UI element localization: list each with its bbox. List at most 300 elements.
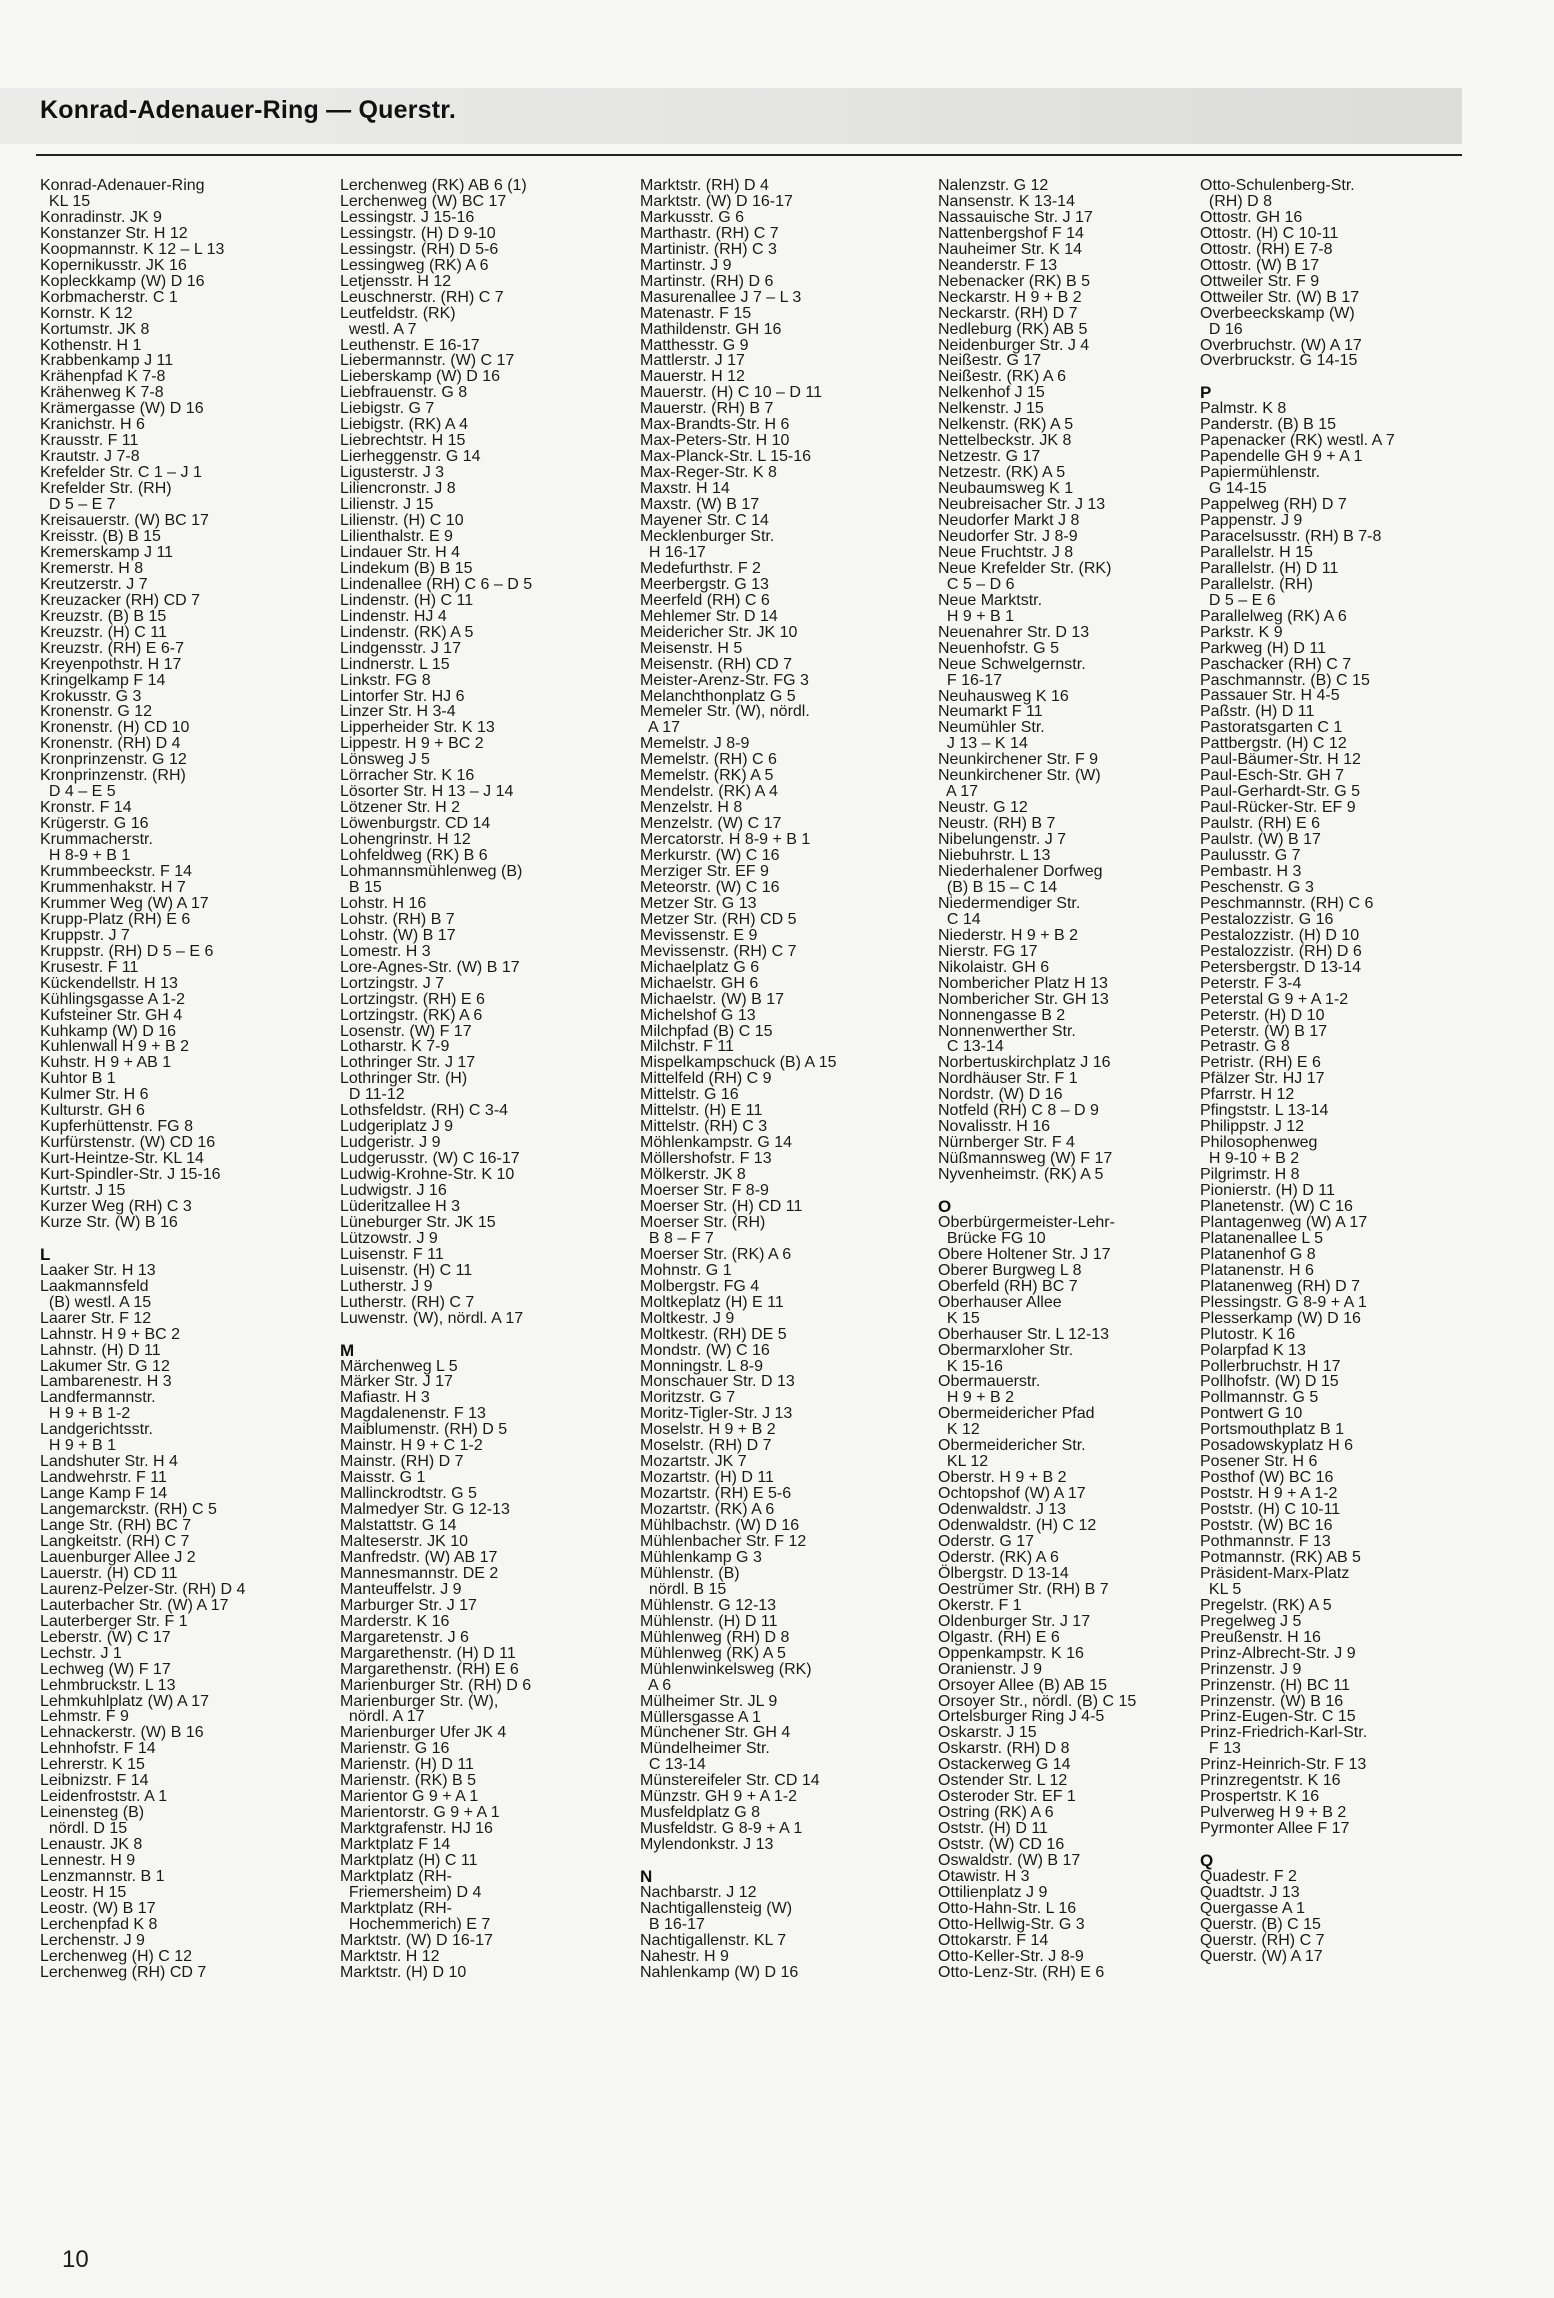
street-entry: Prinz-Eugen-Str. C 15 <box>1200 1708 1356 1726</box>
street-entry: Oberhauser Str. L 12-13 <box>938 1325 1110 1343</box>
street-entry: Malteserstr. JK 10 <box>340 1533 469 1550</box>
street-entry: Moltkestr. (RH) DE 5 <box>640 1325 787 1343</box>
street-entry: Münstereifeler Str. CD 14 <box>640 1772 820 1790</box>
street-entry: C 5 – D 6 <box>938 575 1015 593</box>
street-entry: D 5 – E 7 <box>40 496 116 514</box>
street-entry: Leinensteg (B) <box>40 1804 145 1822</box>
street-entry: Marienstr. G 16 <box>340 1740 450 1758</box>
street-entry: (B) B 15 – C 14 <box>938 878 1058 896</box>
street-entry: Müllersgasse A 1 <box>640 1708 761 1726</box>
street-entry: Kreuzstr. (H) C 11 <box>40 623 167 641</box>
street-entry: Margarethenstr. (H) D 11 <box>340 1644 516 1662</box>
street-entry: Milchstr. F 11 <box>640 1038 734 1056</box>
street-entry: Neue Schwelgernstr. <box>938 655 1086 673</box>
street-entry: Lange Kamp F 14 <box>40 1485 168 1503</box>
street-entry: Neuhausweg K 16 <box>938 687 1069 705</box>
street-entry: Marktplatz (RH- <box>340 1868 453 1886</box>
street-entry: Nachbarstr. J 12 <box>640 1883 757 1901</box>
street-entry: Quergasse A 1 <box>1200 1899 1305 1917</box>
street-entry: Nürnberger Str. F 4 <box>938 1134 1075 1152</box>
street-entry: nördl. B 15 <box>640 1580 727 1598</box>
street-entry: Mühlenwinkelsweg (RK) <box>640 1660 812 1678</box>
street-entry: Lessingstr. J 15-16 <box>340 208 475 226</box>
street-entry: Lambarenestr. H 3 <box>40 1373 172 1391</box>
street-entry: Mülheimer Str. JL 9 <box>640 1692 778 1710</box>
street-entry: Marktstr. H 12 <box>340 1947 440 1965</box>
street-entry: Kufsteiner Str. GH 4 <box>40 1006 183 1024</box>
street-entry: Platanenstr. H 6 <box>1200 1261 1314 1279</box>
street-entry: Münzstr. GH 9 + A 1-2 <box>640 1788 797 1806</box>
street-entry: Lintorfer Str. HJ 6 <box>340 687 465 705</box>
street-entry: Leuthenstr. E 16-17 <box>340 336 480 354</box>
street-entry: Mercatorstr. H 8-9 + B 1 <box>640 831 811 849</box>
section-letter: Q <box>1200 1851 1214 1871</box>
street-entry: Nelkenstr. J 15 <box>938 400 1044 418</box>
street-entry: Peschenstr. G 3 <box>1200 878 1314 896</box>
street-entry: Nyvenheimstr. (RK) A 5 <box>938 1166 1104 1184</box>
street-entry: H 16-17 <box>640 543 706 561</box>
street-entry: Lohmannsmühlenweg (B) <box>340 862 523 880</box>
street-entry: Moerser Str. (RH) <box>640 1213 766 1231</box>
street-entry: Pastoratsgarten C 1 <box>1200 719 1343 737</box>
street-entry: C 13-14 <box>640 1756 706 1774</box>
street-entry: Kuhtor B 1 <box>40 1070 116 1088</box>
street-entry: Paßstr. (H) D 11 <box>1200 703 1315 721</box>
street-entry: Philosophenweg <box>1200 1134 1318 1152</box>
street-entry: Mühlenweg (RK) A 5 <box>640 1644 786 1662</box>
street-entry: Neumühler Str. <box>938 719 1045 737</box>
street-entry: Pfingststr. L 13-14 <box>1200 1102 1329 1120</box>
street-entry: Lutherstr. J 9 <box>340 1277 433 1295</box>
street-entry: Lechweg (W) F 17 <box>40 1660 171 1678</box>
street-entry: Pembastr. H 3 <box>1200 862 1302 880</box>
street-entry: Lörracher Str. K 16 <box>340 767 475 785</box>
street-entry: Nüßmannsweg (W) F 17 <box>938 1150 1113 1168</box>
street-entry: Lieberskamp (W) D 16 <box>340 368 501 386</box>
street-entry: Möhlenkampstr. G 14 <box>640 1134 793 1152</box>
street-entry: Leberstr. (W) C 17 <box>40 1628 171 1646</box>
street-entry: Papendelle GH 9 + A 1 <box>1200 448 1363 466</box>
street-entry: Moerser Str. (RK) A 6 <box>640 1245 792 1263</box>
street-entry: Mölkerstr. JK 8 <box>640 1166 746 1184</box>
street-entry: Laarer Str. F 12 <box>40 1309 152 1327</box>
street-entry: A 6 <box>640 1676 672 1694</box>
street-entry: Parallelweg (RK) A 6 <box>1200 607 1347 625</box>
street-entry: Mauerstr. (H) C 10 – D 11 <box>640 384 822 402</box>
street-entry: Lohstr. H 16 <box>340 894 427 912</box>
street-entry: Nettelbeckstr. JK 8 <box>938 432 1072 450</box>
street-entry: Mayener Str. C 14 <box>640 512 769 530</box>
street-entry: Neue Marktstr. <box>938 591 1043 609</box>
street-entry: Lauterberger Str. F 1 <box>40 1612 188 1630</box>
street-entry: Matenastr. F 15 <box>640 304 752 322</box>
street-entry: Paracelsusstr. (RH) B 7-8 <box>1200 527 1382 545</box>
street-entry: K 12 <box>938 1421 980 1439</box>
street-entry: Lindnerstr. L 15 <box>340 655 450 673</box>
street-entry: D 11-12 <box>340 1086 405 1104</box>
street-entry: Liliencronstr. J 8 <box>340 480 456 498</box>
street-entry: Märchenweg L 5 <box>340 1357 458 1375</box>
street-entry: Kuhkamp (W) D 16 <box>40 1022 177 1040</box>
street-entry: Nordstr. (W) D 16 <box>938 1086 1063 1104</box>
street-entry: Mathildenstr. GH 16 <box>640 320 782 338</box>
street-entry: Moerser Str. (H) CD 11 <box>640 1198 803 1215</box>
street-entry: Pestalozzistr. G 16 <box>1200 910 1334 928</box>
street-entry: Oppenkampstr. K 16 <box>938 1644 1084 1662</box>
street-entry: Luisenstr. F 11 <box>340 1245 444 1263</box>
street-entry: Prinz-Friedrich-Karl-Str. <box>1200 1724 1368 1742</box>
street-entry: Marienstr. (RK) B 5 <box>340 1772 477 1790</box>
street-entry: Nalenzstr. G 12 <box>938 178 1049 194</box>
street-entry: Margaretenstr. J 6 <box>340 1628 469 1646</box>
street-entry: Norbertuskirchplatz J 16 <box>938 1054 1111 1072</box>
section-letter: N <box>640 1867 653 1887</box>
street-entry: Moltkeplatz (H) E 11 <box>640 1293 784 1311</box>
street-entry: Pestalozzistr. (RH) D 6 <box>1200 942 1362 960</box>
street-entry: Osteroder Str. EF 1 <box>938 1788 1076 1806</box>
street-entry: Leuschnerstr. (RH) C 7 <box>340 288 504 306</box>
street-entry: Oberstr. H 9 + B 2 <box>938 1469 1067 1487</box>
street-entry: Mittelstr. (H) E 11 <box>640 1102 763 1120</box>
section-letter: L <box>40 1244 51 1264</box>
street-entry: Kreuzstr. (RH) E 6-7 <box>40 639 185 657</box>
street-entry: Krummer Weg (W) A 17 <box>40 894 209 912</box>
street-entry: Neue Fruchtstr. J 8 <box>938 543 1074 561</box>
street-entry: Neudorfer Markt J 8 <box>938 512 1080 530</box>
street-entry: Lüderitzallee H 3 <box>340 1198 461 1215</box>
street-entry: Krummenhakstr. H 7 <box>40 878 186 896</box>
street-entry: Petrastr. G 8 <box>1200 1038 1290 1056</box>
street-entry: Musfeldstr. G 8-9 + A 1 <box>640 1820 803 1838</box>
street-entry: Marienburger Str. (RH) D 6 <box>340 1676 532 1694</box>
street-entry: Mühlbachstr. (W) D 16 <box>640 1517 800 1535</box>
street-entry: Laakmannsfeld <box>40 1277 149 1295</box>
street-entry: Nahestr. H 9 <box>640 1947 729 1965</box>
street-entry: Liebermannstr. (W) C 17 <box>340 352 515 370</box>
street-entry: Luisenstr. (H) C 11 <box>340 1261 473 1279</box>
street-entry: Krokusstr. G 3 <box>40 687 142 705</box>
street-entry: Kremerskamp J 11 <box>40 543 174 561</box>
street-entry: Linkstr. FG 8 <box>340 671 431 689</box>
street-entry: Posthof (W) BC 16 <box>1200 1469 1334 1487</box>
street-entry: Mittelstr. G 16 <box>640 1086 739 1104</box>
street-entry: Krämergasse (W) D 16 <box>40 400 204 418</box>
street-entry: Molbergstr. FG 4 <box>640 1277 760 1295</box>
street-entry: Lauenburger Allee J 2 <box>40 1548 196 1566</box>
street-entry: Marburger Str. J 17 <box>340 1596 477 1614</box>
street-entry: Nachtigallensteig (W) <box>640 1899 793 1917</box>
index-column-3 <box>640 178 910 2212</box>
street-entry: Mallinckrodtstr. G 5 <box>340 1485 477 1503</box>
street-entry: Meisenstr. H 5 <box>640 639 743 657</box>
street-entry: Lerchenweg (RK) AB 6 (1) <box>340 178 527 194</box>
street-entry: Marientor G 9 + A 1 <box>340 1788 479 1806</box>
street-entry: Plesserkamp (W) D 16 <box>1200 1309 1361 1327</box>
street-entry: Nelkenhof J 15 <box>938 384 1045 402</box>
street-entry: Overbruckstr. G 14-15 <box>1200 352 1358 370</box>
street-entry: Lilienthalstr. E 9 <box>340 527 453 545</box>
street-entry: Friemersheim) D 4 <box>340 1883 482 1901</box>
street-entry: Querstr. (B) C 15 <box>1200 1915 1321 1933</box>
street-entry: Lore-Agnes-Str. (W) B 17 <box>340 958 520 976</box>
street-entry: Moerser Str. F 8-9 <box>640 1182 769 1200</box>
street-entry: Neanderstr. F 13 <box>938 256 1058 274</box>
street-entry: Konstanzer Str. H 12 <box>40 224 188 242</box>
street-entry: Nierstr. FG 17 <box>938 942 1038 960</box>
street-entry: Kückendellstr. H 13 <box>40 974 178 992</box>
street-entry: Pollhofstr. (W) D 15 <box>1200 1373 1339 1391</box>
street-entry: Langkeitstr. (RH) C 7 <box>40 1533 190 1550</box>
section-letter: M <box>340 1340 355 1360</box>
street-entry: Mühlenstr. (B) <box>640 1564 740 1582</box>
street-entry: KL 15 <box>40 192 91 210</box>
street-entry: Liebigstr. (RK) A 4 <box>340 416 469 434</box>
street-entry: Lahnstr. (H) D 11 <box>40 1341 161 1359</box>
street-entry: Lilienstr. J 15 <box>340 496 434 514</box>
street-entry: Mühlenkamp G 3 <box>640 1548 762 1566</box>
street-entry: Paulstr. (W) B 17 <box>1200 831 1321 849</box>
street-entry: Matthesstr. G 9 <box>640 336 749 354</box>
street-entry: Nachtigallenstr. KL 7 <box>640 1931 787 1949</box>
street-entry: C 13-14 <box>938 1038 1004 1056</box>
street-entry: Masurenallee J 7 – L 3 <box>640 288 802 306</box>
street-entry: Lilienstr. (H) C 10 <box>340 512 464 530</box>
street-entry: Neunkirchener Str. (W) <box>938 767 1101 785</box>
street-entry: Memeler Str. (W), nördl. <box>640 703 810 721</box>
street-entry: Korbmacherstr. C 1 <box>40 288 178 306</box>
street-entry: Mühlenstr. G 12-13 <box>640 1596 777 1614</box>
street-entry: Mittelfeld (RH) C 9 <box>640 1070 772 1088</box>
street-entry: Meister-Arenz-Str. FG 3 <box>640 671 809 689</box>
index-column-1 <box>40 178 310 2212</box>
street-entry: Pollerbruchstr. H 17 <box>1200 1357 1341 1375</box>
street-entry: Oskarstr. J 15 <box>938 1724 1037 1742</box>
street-entry: Lothringer Str. (H) <box>340 1070 468 1088</box>
street-entry: Mevissenstr. (RH) C 7 <box>640 942 797 960</box>
street-entry: Krummacherstr. <box>40 831 153 849</box>
street-entry: H 9 + B 1 <box>938 607 1015 625</box>
street-entry: Paul-Rücker-Str. EF 9 <box>1200 799 1356 817</box>
street-entry: Kruppstr. J 7 <box>40 926 130 944</box>
street-entry: Paschmannstr. (B) C 15 <box>1200 671 1370 689</box>
street-entry: Krausstr. F 11 <box>40 432 139 450</box>
street-entry: Neißestr. G 17 <box>938 352 1042 370</box>
street-entry: Pfälzer Str. HJ 17 <box>1200 1070 1325 1088</box>
street-entry: Linzer Str. H 3-4 <box>340 703 456 721</box>
street-entry: K 15-16 <box>938 1357 1003 1375</box>
street-entry: Ochtopshof (W) A 17 <box>938 1485 1086 1503</box>
street-entry: Meisenstr. (RH) CD 7 <box>640 655 793 673</box>
street-entry: Marktplatz (H) C 11 <box>340 1852 478 1870</box>
street-entry: Lindenstr. (H) C 11 <box>340 591 474 609</box>
street-entry: Pontwert G 10 <box>1200 1405 1303 1423</box>
street-entry: Krusestr. F 11 <box>40 958 139 976</box>
street-entry: A 17 <box>938 783 979 801</box>
street-entry: Neudorfer Str. J 8-9 <box>938 527 1078 545</box>
street-entry: Marktstr. (W) D 16-17 <box>640 192 793 210</box>
street-entry: Landgerichtsstr. <box>40 1421 153 1439</box>
street-entry: Mauerstr. H 12 <box>640 368 745 386</box>
street-entry: Mozartstr. (H) D 11 <box>640 1469 774 1487</box>
street-entry: Liebrechtstr. H 15 <box>340 432 466 450</box>
street-entry: Lotharstr. K 7-9 <box>340 1038 450 1056</box>
street-entry: Platanenweg (RH) D 7 <box>1200 1277 1361 1295</box>
street-entry: Netzestr. G 17 <box>938 448 1041 466</box>
street-entry: Krefelder Str. (RH) <box>40 480 172 498</box>
street-entry: Landwehrstr. F 11 <box>40 1469 167 1487</box>
street-entry: Obermarxloher Str. <box>938 1341 1074 1359</box>
street-entry: Lützowstr. J 9 <box>340 1229 438 1247</box>
street-entry: Ludgeristr. J 9 <box>340 1134 441 1152</box>
street-entry: Kurt-Heintze-Str. KL 14 <box>40 1150 204 1168</box>
street-entry: Oderstr. G 17 <box>938 1533 1035 1550</box>
street-entry: Mendelstr. (RK) A 4 <box>640 783 778 801</box>
street-entry: Olgastr. (RH) E 6 <box>938 1628 1060 1646</box>
street-entry: Münchener Str. GH 4 <box>640 1724 791 1742</box>
street-entry: Oststr. (W) CD 16 <box>938 1836 1065 1854</box>
street-entry: Milchpfad (B) C 15 <box>640 1022 773 1040</box>
street-entry: Mühlenbacher Str. F 12 <box>640 1533 807 1551</box>
street-entry: Prinzregentstr. K 16 <box>1200 1772 1341 1790</box>
street-entry: Marthastr. (RH) C 7 <box>640 224 779 242</box>
street-entry: Max-Peters-Str. H 10 <box>640 432 790 450</box>
street-entry: Kronprinzenstr. G 12 <box>40 751 187 769</box>
street-entry: Neustr. (RH) B 7 <box>938 815 1056 833</box>
street-entry: Lindenstr. HJ 4 <box>340 607 447 625</box>
street-entry: Moltkestr. J 9 <box>640 1309 735 1327</box>
street-entry: Mozartstr. (RK) A 6 <box>640 1501 775 1519</box>
street-entry: Merkurstr. (W) C 16 <box>640 847 780 865</box>
street-entry: Mainstr. (RH) D 7 <box>340 1453 464 1471</box>
street-entry: Peterstal G 9 + A 1-2 <box>1200 990 1349 1008</box>
street-entry: Lönsweg J 5 <box>340 751 430 769</box>
street-entry: Lomestr. H 3 <box>340 942 431 960</box>
street-entry: Kurfürstenstr. (W) CD 16 <box>40 1134 216 1152</box>
street-entry: Kreuzacker (RH) CD 7 <box>40 591 201 609</box>
street-entry: Niedermendiger Str. <box>938 894 1081 912</box>
street-entry: Margarethenstr. (RH) E 6 <box>340 1660 519 1678</box>
street-entry: Ludgeriplatz J 9 <box>340 1118 453 1136</box>
street-entry: Märker Str. J 17 <box>340 1373 453 1391</box>
street-entry: Kuhstr. H 9 + AB 1 <box>40 1054 172 1072</box>
street-entry: Ludwigstr. J 16 <box>340 1182 447 1200</box>
street-entry: Petristr. (RH) E 6 <box>1200 1054 1321 1072</box>
street-entry: Lortzingstr. (RH) E 6 <box>340 990 485 1008</box>
street-entry: Obermeidericher Pfad <box>938 1405 1095 1423</box>
street-entry: Menzelstr. H 8 <box>640 799 743 817</box>
street-entry: Max-Brandts-Str. H 6 <box>640 416 790 434</box>
street-entry: Moselstr. H 9 + B 2 <box>640 1421 776 1439</box>
street-entry: Metzer Str. G 13 <box>640 894 757 912</box>
street-entry: Ottweiler Str. F 9 <box>1200 272 1320 290</box>
street-entry: Mispelkampschuck (B) A 15 <box>640 1054 837 1072</box>
street-entry: Liebigstr. G 7 <box>340 400 435 418</box>
street-entry: Nattenbergshof F 14 <box>938 224 1084 242</box>
street-entry: Brücke FG 10 <box>938 1229 1046 1247</box>
street-entry: Kronenstr. G 12 <box>40 703 153 721</box>
street-entry: D 16 <box>1200 320 1243 338</box>
street-entry: Lipperheider Str. K 13 <box>340 719 495 737</box>
street-entry: Netzestr. (RK) A 5 <box>938 464 1066 482</box>
street-entry: Prinz-Heinrich-Str. F 13 <box>1200 1756 1367 1774</box>
street-entry: Neuenahrer Str. D 13 <box>938 623 1090 641</box>
street-entry: Lennestr. H 9 <box>40 1852 136 1870</box>
street-entry: Ottilienplatz J 9 <box>938 1883 1048 1901</box>
street-entry: Overbruchstr. (W) A 17 <box>1200 336 1362 354</box>
street-entry: Poststr. (H) C 10-11 <box>1200 1501 1341 1519</box>
street-entry: KL 5 <box>1200 1580 1242 1598</box>
street-entry: Pregelweg J 5 <box>1200 1612 1302 1630</box>
street-entry: Nahlenkamp (W) D 16 <box>640 1963 799 1981</box>
street-entry: Quadestr. F 2 <box>1200 1868 1297 1885</box>
street-entry: Marientorstr. G 9 + A 1 <box>340 1804 500 1822</box>
street-entry: B 16-17 <box>640 1915 705 1933</box>
street-entry: Ligusterstr. J 3 <box>340 464 445 482</box>
street-entry: Mattlerstr. J 17 <box>640 352 745 370</box>
section-gap <box>1200 1837 1458 1853</box>
street-entry: Parkstr. K 9 <box>1200 623 1283 641</box>
street-entry: Martinstr. (RH) D 6 <box>640 272 774 290</box>
street-entry: Leostr. H 15 <box>40 1883 127 1901</box>
street-entry: Lohengrinstr. H 12 <box>340 831 471 849</box>
street-entry: Leidenfroststr. A 1 <box>40 1788 168 1806</box>
street-entry: Paulusstr. G 7 <box>1200 847 1301 865</box>
street-entry: Lothsfeldstr. (RH) C 3-4 <box>340 1102 509 1120</box>
street-entry: Kupferhüttenstr. FG 8 <box>40 1118 193 1136</box>
street-entry: Obermeidericher Str. <box>938 1437 1086 1455</box>
street-entry: Lenaustr. JK 8 <box>40 1836 143 1854</box>
section-gap <box>340 1327 610 1343</box>
street-entry: Mündelheimer Str. <box>640 1740 770 1758</box>
street-entry: Oberer Burgweg L 8 <box>938 1261 1082 1279</box>
street-entry: Poststr. H 9 + A 1-2 <box>1200 1485 1338 1503</box>
index-column-2 <box>340 178 610 2212</box>
street-entry: Hochemmerich) E 7 <box>340 1915 491 1933</box>
street-entry: Kreuzstr. (B) B 15 <box>40 607 167 625</box>
street-entry: Mühlenstr. (H) D 11 <box>640 1612 778 1630</box>
street-entry: Lohstr. (W) B 17 <box>340 926 456 944</box>
street-entry: Lindekum (B) B 15 <box>340 559 473 577</box>
street-entry: Panderstr. (B) B 15 <box>1200 416 1337 434</box>
street-entry: Michaelstr. GH 6 <box>640 974 759 992</box>
street-entry: Kornstr. K 12 <box>40 304 133 322</box>
street-entry: Quadtstr. J 13 <box>1200 1883 1300 1901</box>
street-entry: Michaelstr. (W) B 17 <box>640 990 785 1008</box>
street-entry: Koopmannstr. K 12 – L 13 <box>40 240 225 258</box>
section-gap <box>938 1183 1208 1199</box>
street-entry: Kremerstr. H 8 <box>40 559 144 577</box>
street-entry: Lehnhofstr. F 14 <box>40 1740 156 1758</box>
street-entry: Langemarckstr. (RH) C 5 <box>40 1501 217 1519</box>
street-entry: Kurzer Weg (RH) C 3 <box>40 1198 192 1215</box>
street-entry: Mittelstr. (RH) C 3 <box>640 1118 768 1136</box>
street-entry: Niederstr. H 9 + B 2 <box>938 926 1079 944</box>
street-entry: Lehmkuhlplatz (W) A 17 <box>40 1692 209 1710</box>
street-entry: Parallelstr. H 15 <box>1200 543 1313 561</box>
street-entry: Pappenstr. J 9 <box>1200 512 1303 529</box>
street-entry: C 14 <box>938 910 981 928</box>
street-entry: Kühlingsgasse A 1-2 <box>40 990 185 1008</box>
street-entry: Pappelweg (RH) D 7 <box>1200 496 1347 514</box>
street-entry: Kulmer Str. H 6 <box>40 1086 149 1104</box>
street-entry: Lindenallee (RH) C 6 – D 5 <box>340 575 533 593</box>
street-entry: D 4 – E 5 <box>40 783 116 801</box>
street-entry: H 9 + B 1-2 <box>40 1405 131 1423</box>
street-entry: Mehlemer Str. D 14 <box>640 607 778 625</box>
street-entry: Lippestr. H 9 + BC 2 <box>340 735 484 753</box>
street-entry: (B) westl. A 15 <box>40 1293 152 1311</box>
street-entry: Lösorter Str. H 13 – J 14 <box>340 783 514 801</box>
